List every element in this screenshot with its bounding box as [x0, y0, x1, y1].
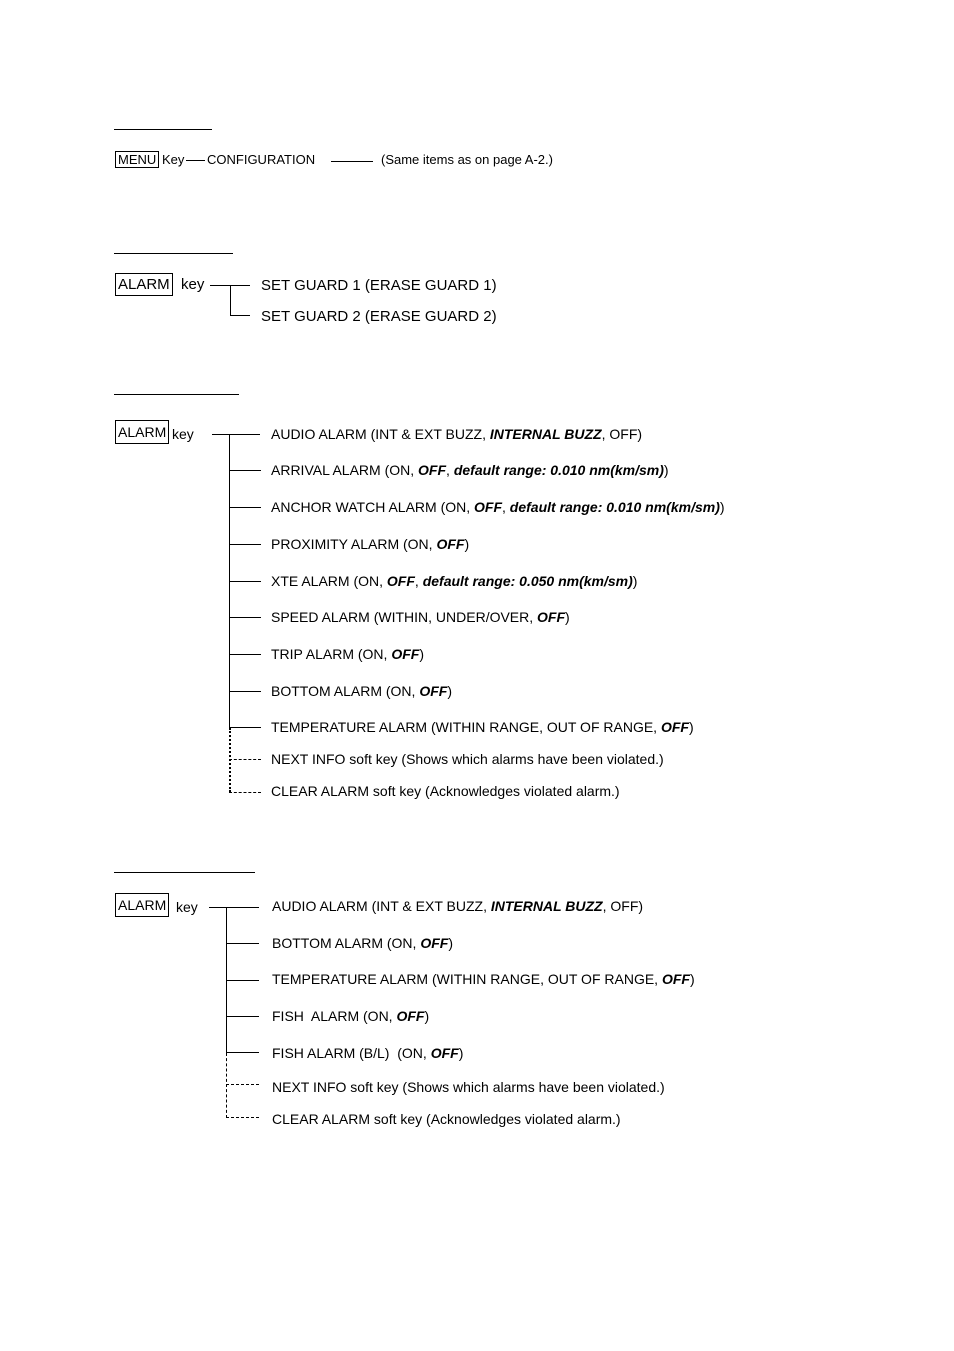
nav-tree-branch: [229, 691, 261, 692]
fish-softkey-branch-1: [226, 1084, 259, 1085]
nav-alarm-item: SPEED ALARM (WITHIN, UNDER/OVER, OFF): [271, 609, 570, 625]
configuration-item: CONFIGURATION: [207, 152, 316, 167]
section-4-heading-rule: [114, 872, 255, 873]
section-3-heading-rule: [114, 394, 239, 395]
nav-softkey-trunk: [229, 728, 231, 792]
nav-tree-branch: [229, 581, 261, 582]
section-1-heading-rule: [114, 129, 212, 130]
fish-soft-key-item: NEXT INFO soft key (Shows which alarms have been violated.): [272, 1079, 665, 1095]
guard-tree-trunk-v: [230, 285, 231, 315]
nav-tree-trunk-h: [212, 434, 260, 435]
nav-softkey-branch-1: [229, 759, 261, 760]
alarm-key-suffix-nav: key: [172, 426, 194, 442]
alarm-key-box-fish[interactable]: ALARM: [115, 893, 169, 917]
alarm-key-box-nav[interactable]: ALARM: [115, 420, 169, 444]
menu-key-box[interactable]: MENU: [115, 151, 159, 168]
nav-alarm-item: PROXIMITY ALARM (ON, OFF): [271, 536, 470, 552]
menu-connector-line: [186, 160, 205, 161]
alarm-key-suffix-guard: key: [181, 276, 205, 293]
section-2-heading-rule: [114, 253, 233, 254]
nav-alarm-item: ANCHOR WATCH ALARM (ON, OFF, default range: 0.010 nm(km/sm)): [271, 499, 725, 515]
alarm-key-suffix-fish: key: [176, 899, 198, 915]
fish-tree-branch: [226, 1016, 259, 1017]
fish-soft-key-item: CLEAR ALARM soft key (Acknowledges violated alarm.): [272, 1111, 621, 1127]
nav-tree-branch: [229, 507, 261, 508]
configuration-note: (Same items as on page A-2.): [381, 152, 553, 167]
nav-softkey-branch-2: [229, 792, 261, 793]
nav-alarm-item: XTE ALARM (ON, OFF, default range: 0.050 nm(km/sm)): [271, 573, 638, 589]
fish-tree-branch: [226, 1052, 259, 1053]
fish-softkey-branch-2: [226, 1117, 259, 1118]
nav-alarm-item: TRIP ALARM (ON, OFF): [271, 646, 424, 662]
menu-key-suffix: Key: [162, 152, 185, 167]
nav-tree-branch: [229, 470, 261, 471]
fish-alarm-item: FISH ALARM (ON, OFF): [272, 1008, 430, 1024]
nav-tree-branch: [229, 617, 261, 618]
guard-tree-branch-2: [230, 315, 250, 316]
nav-soft-key-item: CLEAR ALARM soft key (Acknowledges violated alarm.): [271, 783, 620, 799]
configuration-connector-line: [331, 161, 373, 162]
fish-tree-branch: [226, 980, 259, 981]
fish-alarm-item: BOTTOM ALARM (ON, OFF): [272, 935, 453, 951]
nav-alarm-item: AUDIO ALARM (INT & EXT BUZZ, INTERNAL BUZZ, OFF): [271, 426, 643, 442]
alarm-key-box-guard[interactable]: ALARM: [115, 273, 173, 296]
nav-tree-branch: [229, 654, 261, 655]
fish-tree-trunk-h: [209, 907, 259, 908]
nav-alarm-item: BOTTOM ALARM (ON, OFF): [271, 683, 452, 699]
nav-alarm-item: ARRIVAL ALARM (ON, OFF, default range: 0.010 nm(km/sm)): [271, 462, 669, 478]
fish-alarm-item: AUDIO ALARM (INT & EXT BUZZ, INTERNAL BUZZ, OFF): [272, 898, 644, 914]
nav-alarm-item: TEMPERATURE ALARM (WITHIN RANGE, OUT OF RANGE, OFF): [271, 719, 694, 735]
guard-item-2: SET GUARD 2 (ERASE GUARD 2): [261, 308, 497, 325]
guard-item-1: SET GUARD 1 (ERASE GUARD 1): [261, 277, 497, 294]
fish-alarm-item: TEMPERATURE ALARM (WITHIN RANGE, OUT OF RANGE, OFF): [272, 971, 695, 987]
fish-tree-branch: [226, 943, 259, 944]
fish-alarm-item: FISH ALARM (B/L) (ON, OFF): [272, 1045, 464, 1061]
fish-softkey-trunk: [226, 1053, 227, 1118]
nav-tree-branch: [229, 727, 261, 728]
nav-soft-key-item: NEXT INFO soft key (Shows which alarms have been violated.): [271, 751, 664, 767]
nav-tree-branch: [229, 544, 261, 545]
